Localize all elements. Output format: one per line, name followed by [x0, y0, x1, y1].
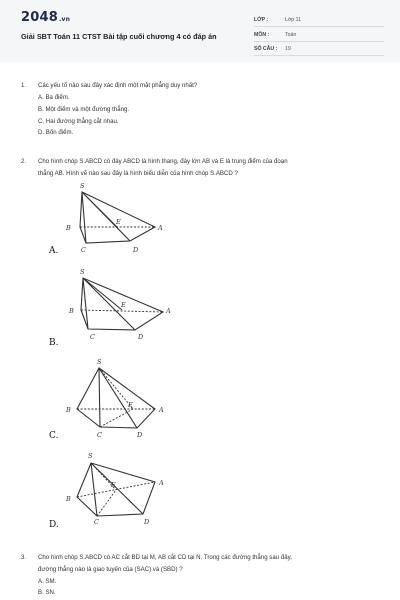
figure-d-label: D. — [49, 520, 59, 530]
site-logo[interactable] — [21, 10, 70, 25]
meta-row-subject — [254, 29, 384, 42]
pyramid-figure-a[interactable] — [55, 180, 185, 260]
pyramid-figure-c[interactable] — [55, 355, 185, 440]
header-bar — [0, 0, 400, 62]
meta-value: Lớp 11 — [285, 17, 301, 23]
vertex-d: D — [133, 246, 139, 254]
question-text: Các yếu tố nào sau đây xác định một mặt phẳng duy nhất? — [38, 82, 198, 89]
document-title: Giải SBT Toán 11 CTST Bài tập cuối chương 4 có đáp án — [21, 32, 217, 41]
meta-label: LỚP : — [254, 17, 269, 23]
option-b[interactable]: B. SN. — [38, 589, 56, 596]
pyramid-edges — [77, 368, 155, 428]
hidden-edges — [81, 310, 163, 312]
vertex-a: A — [166, 307, 171, 315]
vertex-s: S — [80, 268, 85, 276]
vertex-e: E — [111, 481, 116, 489]
option-d[interactable]: D. Bốn điểm. — [38, 129, 74, 136]
question-number: 2. — [21, 158, 27, 165]
question-text-line1: Cho hình chóp S.ABCD có đáy ABCD là hình thang, đáy lớn AB và E là trung điểm của đoạn — [38, 158, 288, 165]
vertex-e: E — [128, 401, 133, 409]
option-c[interactable]: C. Hai đường thẳng cắt nhau. — [38, 118, 119, 125]
vertex-c: C — [94, 518, 99, 526]
vertex-b: B — [69, 307, 74, 315]
vertex-a: A — [159, 406, 164, 414]
pyramid-figure-b[interactable] — [55, 266, 185, 346]
option-b[interactable]: B. Một điểm và một đường thẳng. — [38, 106, 130, 113]
vertex-c: C — [97, 431, 102, 439]
meta-value: 19 — [285, 46, 291, 52]
vertex-s: S — [88, 452, 93, 460]
meta-label: MÔN : — [254, 32, 270, 38]
vertex-a: A — [159, 479, 164, 487]
vertex-d: D — [144, 518, 150, 526]
vertex-e: E — [121, 301, 126, 309]
question-3-line2: đường thẳng nào là giao tuyến của (SAC) và (SBD) ? — [38, 566, 183, 573]
vertex-s: S — [80, 182, 85, 190]
question-number: 1. — [21, 82, 27, 89]
vertex-s: S — [97, 358, 102, 366]
vertex-c: C — [90, 333, 95, 341]
figure-a-label: A. — [49, 246, 59, 256]
vertex-e: E — [116, 218, 121, 226]
option-a[interactable]: A. Ba điểm. — [38, 94, 70, 101]
vertex-b: B — [66, 495, 71, 503]
vertex-b: B — [66, 224, 71, 232]
question-text-line1: Cho hình chóp S.ABCD có AC cắt BD tại M, AB cắt CD tại N. Trong các đường thẳng sau đây, — [38, 554, 292, 561]
pyramid-figure-d[interactable] — [55, 450, 185, 530]
question-2-line2: thẳng AB. Hình vẽ nào sau đây là hình biểu diễn của hình chóp S.ABCD ? — [38, 170, 238, 177]
vertex-a: A — [158, 224, 163, 232]
vertex-d: D — [138, 333, 144, 341]
meta-label: SỐ CÂU : — [254, 46, 278, 52]
meta-row-question-count — [254, 43, 384, 56]
option-a[interactable]: A. SM. — [38, 578, 57, 585]
figure-c-label: C. — [49, 431, 59, 441]
meta-value: Toán — [285, 32, 297, 38]
figure-b-label: B. — [49, 338, 59, 348]
vertex-d: D — [137, 431, 143, 439]
meta-row-grade — [254, 14, 384, 27]
logo-main: 2048 — [21, 10, 58, 25]
vertex-b: B — [66, 406, 71, 414]
vertex-c: C — [81, 246, 86, 254]
question-number: 3. — [21, 554, 27, 561]
logo-suffix: .vn — [58, 16, 71, 23]
